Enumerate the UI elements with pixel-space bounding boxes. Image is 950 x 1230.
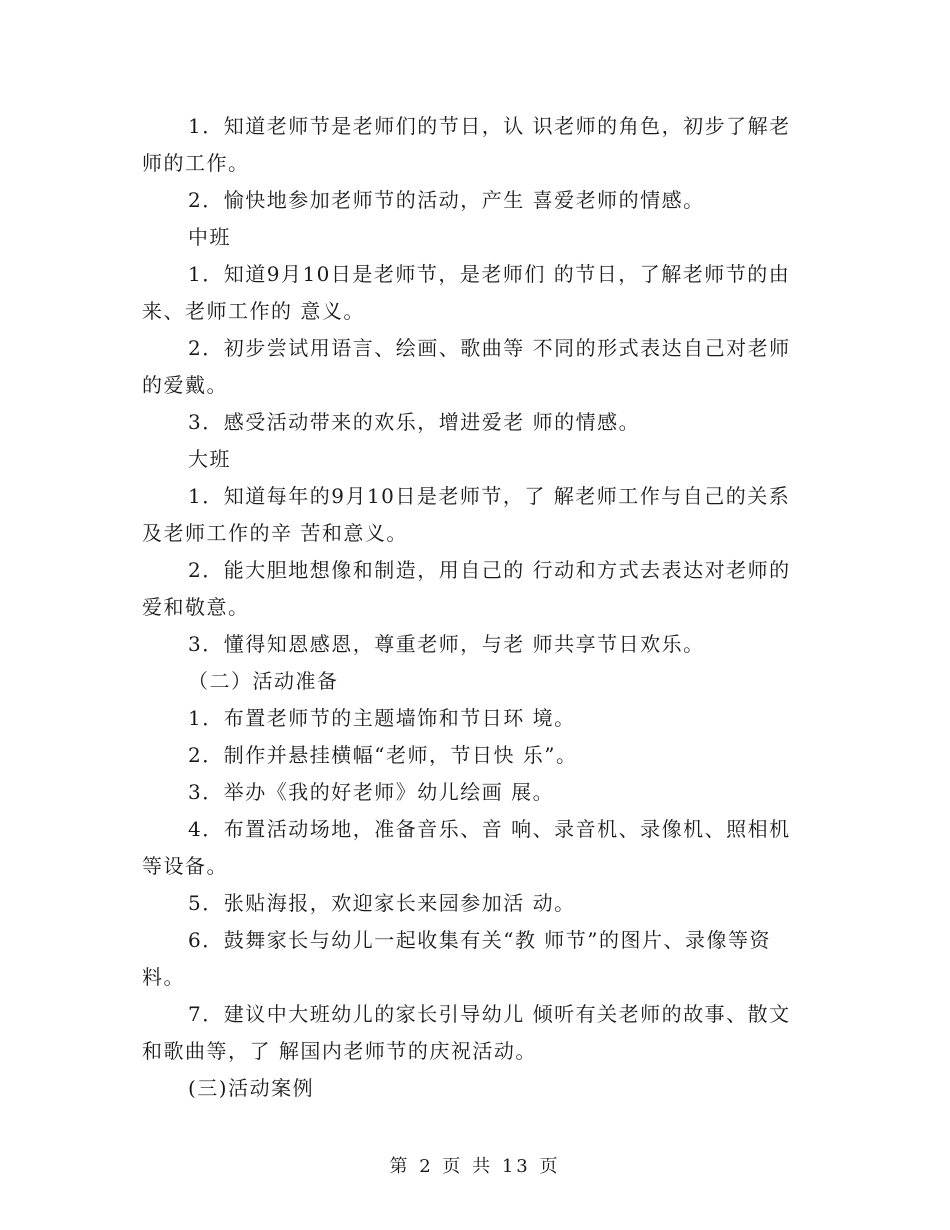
paragraph-line: 7．建议中大班幼儿的家长引导幼儿 倾听有关老师的故事、散文 [188, 1002, 791, 1026]
paragraph-line: 3．举办《我的好老师》幼儿绘画 展。 [188, 780, 555, 804]
paragraph-line: 爱和敬意。 [142, 595, 250, 619]
section-heading: (三)活动案例 [188, 1076, 315, 1100]
section-heading: 大班 [188, 447, 231, 471]
paragraph-line: 1．知道9月10日是老师节，是老师们 的节日，了解老师节的由 [188, 262, 791, 286]
paragraph-line: 师的工作。 [142, 151, 250, 175]
section-heading: （二）活动准备 [188, 669, 339, 693]
paragraph-line: 1．布置老师节的主题墙饰和节日环 境。 [188, 706, 576, 730]
document-body [142, 108, 802, 1107]
paragraph-line: 2．愉快地参加老师节的活动，产生 喜爱老师的情感。 [188, 188, 705, 212]
paragraph-line: 2．初步尝试用语言、绘画、歌曲等 不同的形式表达自己对老师 [188, 336, 791, 360]
paragraph-line: 来、老师工作的 意义。 [142, 299, 365, 323]
paragraph-line: 等设备。 [142, 854, 228, 878]
paragraph-line: 2．制作并悬挂横幅“老师，节日快 乐”。 [188, 743, 578, 767]
page-number-footer: 第 2 页 共 13 页 [389, 1156, 561, 1177]
paragraph-line: 3．感受活动带来的欢乐，增进爱老 师的情感。 [188, 410, 641, 434]
paragraph-line: 的爱戴。 [142, 373, 228, 397]
paragraph-line: 5．张贴海报，欢迎家长来园参加活 动。 [188, 891, 576, 915]
paragraph-line: 和歌曲等，了 解国内老师节的庆祝活动。 [142, 1039, 537, 1063]
paragraph-line: 6．鼓舞家长与幼儿一起收集有关“教 师节”的图片、录像等资 [188, 928, 772, 952]
paragraph-line: 4．布置活动场地，准备音乐、音 响、录音机、录像机、照相机 [188, 817, 791, 841]
paragraph-line: 1．知道老师节是老师们的节日，认 识老师的角色，初步了解老 [188, 114, 791, 138]
paragraph-line: 1．知道每年的9月10日是老师节，了 解老师工作与自己的关系 [188, 484, 791, 508]
paragraph-line: 及老师工作的辛 苦和意义。 [142, 521, 408, 545]
paragraph-line: 2．能大胆地想像和制造，用自己的 行动和方式去表达对老师的 [188, 558, 791, 582]
paragraph-line: 3．懂得知恩感恩，尊重老师，与老 师共享节日欢乐。 [188, 632, 705, 656]
section-heading: 中班 [188, 225, 231, 249]
paragraph-line: 料。 [142, 965, 185, 989]
